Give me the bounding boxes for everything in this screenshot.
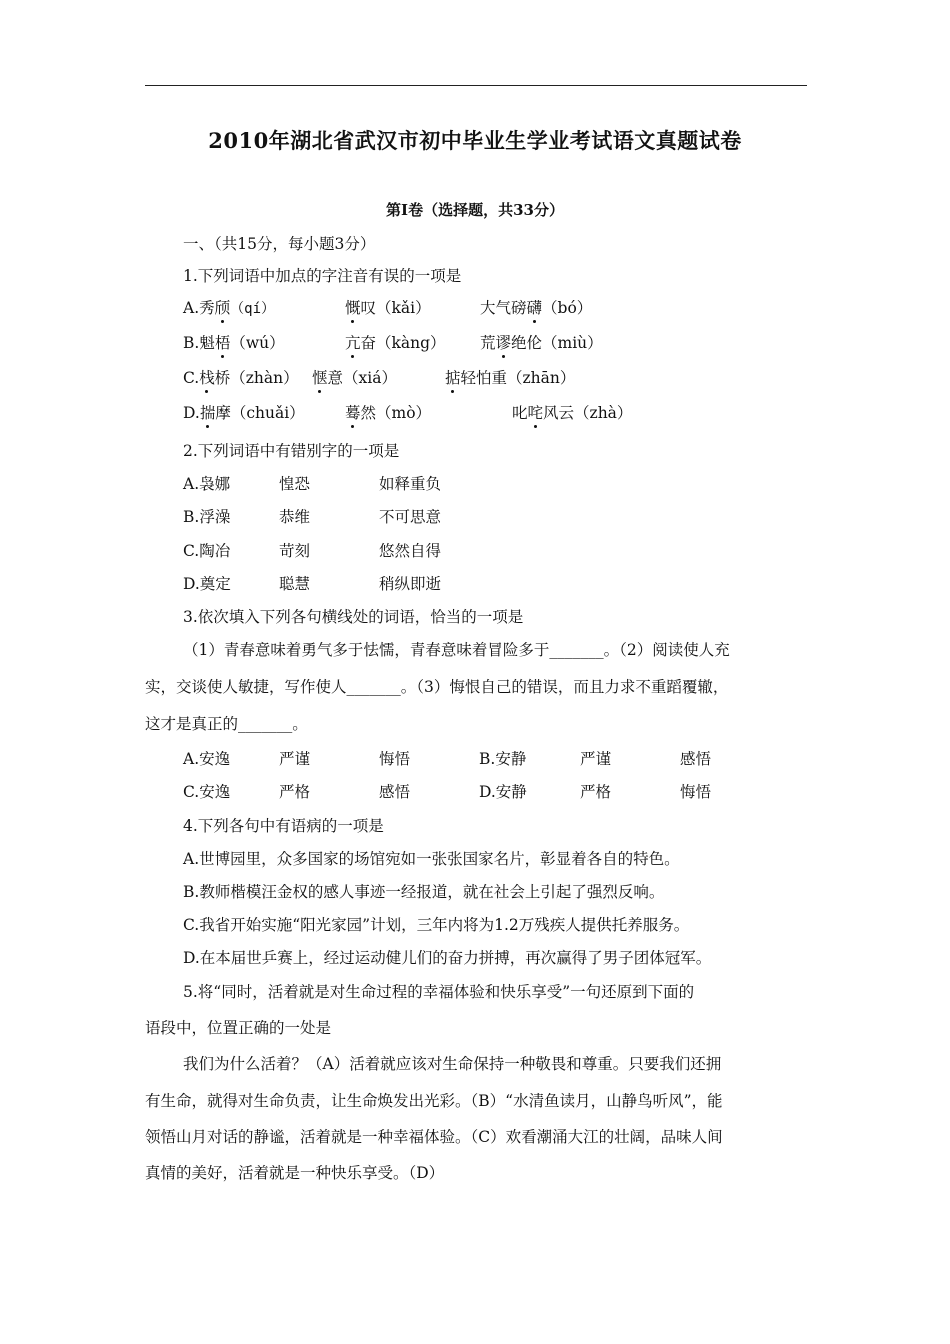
q5-stem-continued: 语段中，位置正确的一处是 [145,1019,332,1037]
q3-option-d-3: 悔悟 [680,783,712,801]
q2-stem: 2.下列词语中有错别字的一项是 [183,442,400,460]
q4-option-d: D.在本届世乒赛上，经过运动健儿们的奋力拼搏，再次赢得了男子团体冠军。 [183,949,712,967]
q1-option-b-2: 亢奋（kàng） [345,334,446,352]
q1-option-a-1: A.秀颀（qí） [183,299,275,317]
q3-option-d-1: D.安静 [479,783,527,801]
q1-option-c-3: 掂轻怕重（zhān） [445,369,576,387]
q1-option-d-3: 叱咤风云（zhà） [512,404,633,422]
q2-option-b-2: 恭维 [279,508,311,526]
q3-option-c-3: 感悟 [379,783,411,801]
q3-option-c-2: 严格 [279,783,311,801]
q5-passage-line: 真情的美好，活着就是一种快乐享受。（D） [145,1164,445,1182]
q2-option-c-2: 苛刻 [279,542,311,560]
q2-option-c-1: C.陶冶 [183,542,231,560]
q2-option-a-3: 如释重负 [379,475,442,493]
q3-option-b-1: B.安静 [479,750,527,768]
q3-passage-line: （1）青春意味着勇气多于怯懦，青春意味着冒险多于_______。（2）阅读使人充 [183,641,730,659]
header-rule [145,85,807,86]
q3-option-a-3: 悔悟 [379,750,411,768]
q4-option-c: C.我省开始实施“阳光家园”计划，三年内将为1.2万残疾人提供托养服务。 [183,916,690,934]
q1-option-c-2: 惬意（xiá） [312,369,397,387]
q1-option-a-3: 大气磅礴（bó） [480,299,593,317]
q4-stem: 4.下列各句中有语病的一项是 [183,817,384,835]
q2-option-a-1: A.袅娜 [183,475,231,493]
q1-option-b-3: 荒谬绝伦（miù） [480,334,603,352]
q5-passage-line: 领悟山月对话的静谧，活着就是一种幸福体验。（C）欢看潮涌大江的壮阔，品味人间 [145,1128,723,1146]
q3-passage-line: 这才是真正的_______。 [145,715,308,733]
q1-option-d-1: D.揣摩（chuǎi） [183,404,305,422]
part-heading: 一、（共15分，每小题3分） [183,235,376,253]
q2-option-a-2: 惶恐 [279,475,311,493]
q2-option-d-2: 聪慧 [279,575,311,593]
q5-passage-line: 我们为什么活着？（A）活着就应该对生命保持一种敬畏和尊重。只要我们还拥 [183,1055,722,1073]
q3-option-b-2: 严谨 [580,750,612,768]
q3-option-a-1: A.安逸 [183,750,231,768]
q3-passage-line: 实，交谈使人敏捷，写作使人_______。（3）悔恨自己的错误，而且力求不重蹈覆辙， [145,678,729,696]
q4-option-b: B.教师楷模汪金权的感人事迹一经报道，就在社会上引起了强烈反响。 [183,883,665,901]
q1-option-d-2: 蓦然（mò） [345,404,432,422]
q2-option-c-3: 悠然自得 [379,542,442,560]
q1-option-c-1: C.栈桥（zhàn） [183,369,299,387]
q3-option-b-3: 感悟 [680,750,712,768]
q3-option-c-1: C.安逸 [183,783,231,801]
q3-stem: 3.依次填入下列各句横线处的词语，恰当的一项是 [183,608,524,626]
q3-option-d-2: 严格 [580,783,612,801]
q2-option-b-1: B.浮澡 [183,508,231,526]
q5-stem: 5.将“同时，活着就是对生命过程的幸福体验和快乐享受”一句还原到下面的 [183,983,695,1001]
q1-option-a-2: 慨叹（kǎi） [345,299,431,317]
section-heading: 第Ⅰ卷（选择题，共33分） [386,201,564,219]
q5-passage-line: 有生命，就得对生命负责，让生命焕发出光彩。（B）“水清鱼读月，山静鸟听风”，能 [145,1092,723,1110]
q3-option-a-2: 严谨 [279,750,311,768]
q1-option-b-1: B.魁梧（wú） [183,334,285,352]
q4-option-a: A.世博园里，众多国家的场馆宛如一张张国家名片，彰显着各自的特色。 [183,850,680,868]
q1-stem: 1.下列词语中加点的字注音有误的一项是 [183,267,462,285]
page-title: 2010年湖北省武汉市初中毕业生学业考试语文真题试卷 [208,128,742,153]
q2-option-d-1: D.奠定 [183,575,231,593]
q2-option-b-3: 不可思意 [379,508,442,526]
q2-option-d-3: 稍纵即逝 [379,575,442,593]
